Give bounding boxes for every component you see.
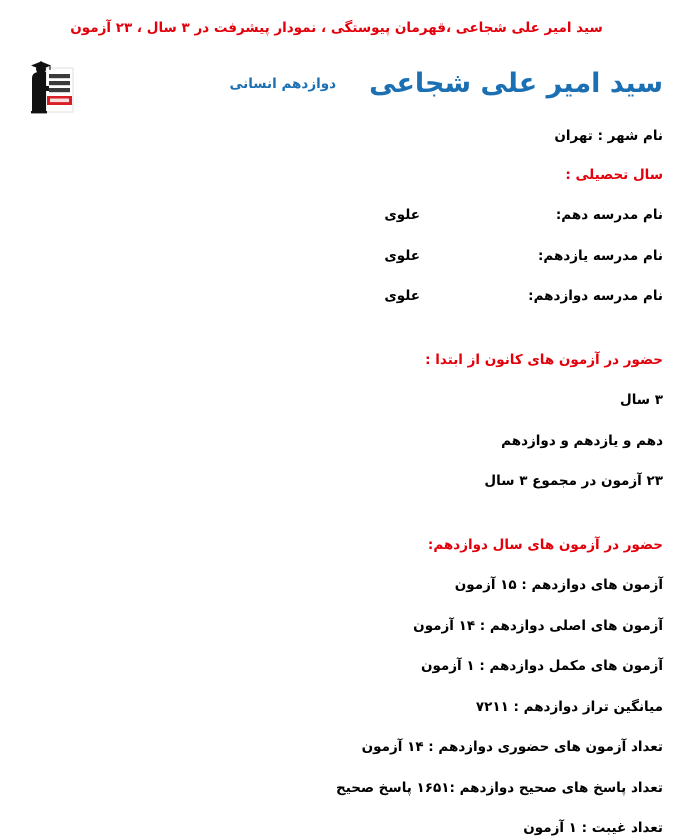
attendance-twelfth-correct-answers: تعداد پاسخ های صحیح دوازدهم :۱۶۵۱ پاسخ صحیح xyxy=(335,779,663,796)
school-value-tenth: علوی xyxy=(384,207,420,223)
school-label-tenth: نام مدرسه دهم: xyxy=(555,207,663,223)
city-line: نام شهر : تهران xyxy=(554,128,663,144)
attendance-overall-item-years: ۳ سال xyxy=(619,392,663,408)
school-value-eleventh: علوی xyxy=(384,247,420,264)
attendance-twelfth-heading: حضور در آزمون های سال دوازدهم: xyxy=(427,536,663,553)
academic-year-label: سال تحصیلی : xyxy=(565,166,663,183)
school-row-tenth xyxy=(10,209,663,223)
school-row-twelfth xyxy=(10,290,663,304)
student-grade: دوازدهم انسانی xyxy=(229,76,337,92)
student-name: سید امیر علی شجاعی xyxy=(369,68,663,99)
attendance-twelfth-average-taraz: میانگین تراز دوازدهم : ۷۲۱۱ xyxy=(475,698,663,715)
attendance-twelfth-supplementary-exams: آزمون های مکمل دوازدهم : ۱ آزمون xyxy=(420,658,663,674)
attendance-twelfth-absences: تعداد غیبت : ۱ آزمون xyxy=(523,820,663,836)
document-title: سید امیر علی شجاعی ،قهرمان پیوستگی ، نمودار پیشرفت در ۳ سال ، ۲۳ آزمون xyxy=(70,20,603,36)
attendance-overall-item-grades: دهم و یازدهم و دوازدهم xyxy=(501,432,663,449)
attendance-twelfth-main-exams: آزمون های اصلی دوازدهم : ۱۴ آزمون xyxy=(413,617,663,634)
school-row-eleventh xyxy=(10,247,663,264)
school-value-twelfth: علوی xyxy=(384,288,420,304)
school-label-eleventh: نام مدرسه یازدهم: xyxy=(537,247,663,264)
school-label-twelfth: نام مدرسه دوازدهم: xyxy=(528,288,663,304)
report-body xyxy=(0,130,673,836)
student-header xyxy=(0,68,673,99)
attendance-twelfth-total-exams: آزمون های دوازدهم : ۱۵ آزمون xyxy=(454,577,663,593)
attendance-overall-item-total: ۲۳ آزمون در مجموع ۳ سال xyxy=(484,473,663,489)
attendance-overall-heading: حضور در آزمون های کانون از ابتدا : xyxy=(425,351,663,368)
attendance-twelfth-in-person-exams: تعداد آزمون های حضوری دوازدهم : ۱۴ آزمون xyxy=(361,739,663,755)
